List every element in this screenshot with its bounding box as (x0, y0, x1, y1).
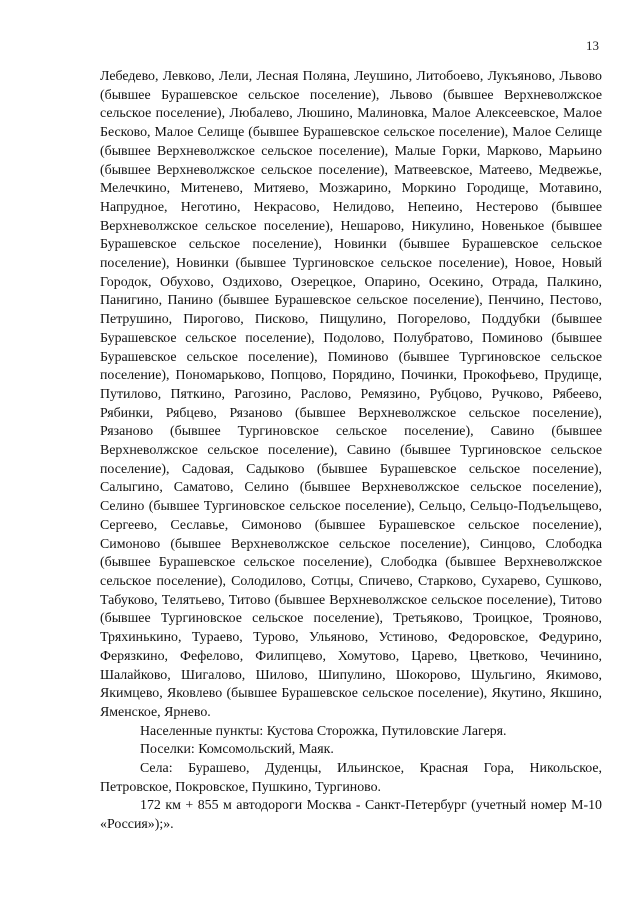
page-number: 13 (586, 38, 599, 53)
villages-list-paragraph: Лебедево, Левково, Лели, Лесная Поляна, Леушино, Литобоево, Лукъяново, Львово (бывшее Бурашевское сельское поселение), Львово (бывшее Верхневолжское сельское поселение), Любалево, Люшино, Малиновка, Малое Алексеевское, Малое Бесково, Малое Селище (бывшее Бурашевское сельское поселение), Малое Селище (бывшее Верхневолжское сельское поселение), Малые Горки, Марково, Марьино (бывшее Верхневолжское сельское поселение), Матвеевское, Матеево, Медвежье, Мелечкино, Митенево, Митяево, Мозжарино, Моркино Городище, Мотавино, Напрудное, Неготино, Некрасово, Нелидово, Непеино, Нестерово (бывшее Верхневолжское сельское поселение), Нешарово, Никулино, Новенькое (бывшее Бурашевское сельское поселение), Новинки (бывшее Бурашевское сельское поселение), Новинки (бывшее Тургиновское сельское поселение), Новое, Новый Городок, Обухово, Оздихово, Озерецкое, Опарино, Осекино, Отрада, Палкино, Панигино, Панино (бывшее Бурашевское сельское поселение), Пенчино, Пестово, Петрушино, Пирогово, Писково, Пищулино, Погорелово, Поддубки (бывшее Бурашевское сельское поселение), Подолово, Полубратово, Поминово (бывшее Бурашевское сельское поселение), Поминово (бывшее Тургиновское сельское поселение), Пономарьково, Попцово, Порядино, Починки, Прокофьево, Прудище, Путилово, Пяткино, Рагозино, Раслово, Ремязино, Рубцово, Ручково, Рябеево, Рябинки, Рябцево, Рязаново (бывшее Верхневолжское сельское поселение), Рязаново (бывшее Тургиновское сельское поселение), Савино (бывшее Верхневолжское сельское поселение), Савино (бывшее Тургиновское сельское поселение), Садовая, Садыково (бывшее Бурашевское сельское поселение), Салыгино, Саматово, Селино (бывшее Верхневолжское сельское поселение), Селино (бывшее Тургиновское сельское поселение), Сельцо, Сельцо-Подъельщево, Сергеево, Сеславье, Симоново (бывшее Бурашевское сельское поселение), Симоново (бывшее Верхневолжское сельское поселение), Синцово, Слободка (бывшее Бурашевское сельское поселение), Слободка (бывшее Верхневолжское сельское поселение), Солодилово, Сотцы, Спичево, Старково, Сухарево, Сушково, Табуково, Телятьево, Титово (бывшее Верхневолжское сельское поселение), Титово (бывшее Тургиновское сельское поселение), Третьяково, Троицкое, Трояново, Тряхинькино, Тураево, Турово, Ульяново, Устиново, Федоровское, Федурино, Ферязкино, Фефелово, Филипцево, Хомутово, Царево, Цветково, Чечинино, Шалайково, Шигалово, Шилово, Шипулино, Шокорово, Шульгино, Якимово, Якимцево, Яковлево (бывшее Бурашевское сельское поселение), Якутино, Якшино, Яменское, Ярнево. (100, 69, 602, 720)
settlements-paragraph: Населенные пункты: Кустова Сторожка, Путиловские Лагеря. (140, 723, 507, 739)
document-body (100, 68, 602, 835)
posyolki-paragraph: Поселки: Комсомольский, Маяк. (140, 742, 334, 758)
sela-paragraph: Села: Бурашево, Дуденцы, Ильинское, Красная Гора, Никольское, Петровское, Покровское, Пушкино, Тургиново. (100, 761, 602, 795)
highway-paragraph: 172 км + 855 м автодороги Москва - Санкт-Петербург (учетный номер М-10 «Россия»);». (100, 798, 602, 833)
